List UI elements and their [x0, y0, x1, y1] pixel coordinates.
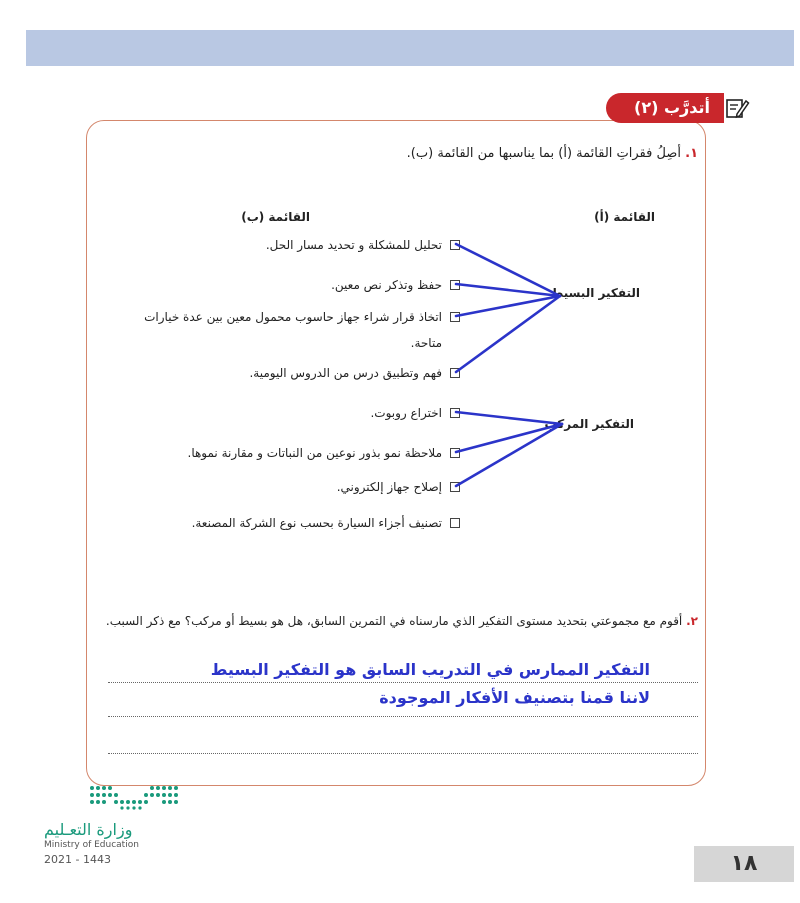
- answer-dotted-line[interactable]: [108, 682, 698, 683]
- page-number: ١٨: [694, 846, 794, 882]
- ministry-name-english: Ministry of Education: [44, 840, 139, 850]
- checkbox[interactable]: [450, 482, 460, 492]
- list-b-item: تحليل للمشكلة و تحديد مسار الحل.: [265, 238, 442, 252]
- question-1-text: أصِلُ فقراتِ القائمة (أ) بما يناسبها من القائمة (ب).: [406, 146, 681, 161]
- answer-dotted-line[interactable]: [108, 716, 698, 717]
- checkbox[interactable]: [450, 280, 460, 290]
- list-b-item: اختراع روبوت.: [370, 406, 442, 420]
- list-b-item: إصلاح جهاز إلكتروني.: [336, 480, 442, 494]
- checkbox[interactable]: [450, 408, 460, 418]
- list-b-item: ملاحظة نمو بذور نوعين من النباتات و مقارنة نموها.: [187, 446, 442, 460]
- ministry-name-arabic: وزارة التعـليم: [44, 820, 133, 839]
- edition-year: 2021 - 1443: [44, 853, 111, 866]
- section-tag: أتدرَّب (٢): [606, 93, 724, 123]
- list-b-header: القائمة (ب): [241, 210, 310, 224]
- list-a-header: القائمة (أ): [594, 210, 655, 224]
- checkbox[interactable]: [450, 518, 460, 528]
- checkbox[interactable]: [450, 240, 460, 250]
- list-a-item-simple: التفكير البسيط: [550, 286, 640, 300]
- checkbox[interactable]: [450, 368, 460, 378]
- question-2-number: ٢.: [686, 614, 698, 628]
- checkbox[interactable]: [450, 312, 460, 322]
- list-a-item-complex: التفكير المركب: [544, 417, 634, 431]
- answer-line-2: لاننا قمنا بتصنيف الأفكار الموجودة: [379, 688, 650, 707]
- list-b-item: فهم وتطبيق درس من الدروس اليومية.: [249, 366, 442, 380]
- question-1-number: ١.: [685, 146, 698, 161]
- list-b-item: متاحة.: [410, 336, 442, 350]
- ministry-logo-icon: [86, 782, 182, 812]
- pencil-note-icon: [724, 95, 750, 121]
- answer-dotted-line[interactable]: [108, 753, 698, 754]
- list-b-item: حفظ وتذكر نص معين.: [331, 278, 442, 292]
- question-2: [102, 606, 698, 636]
- top-banner: [26, 30, 794, 66]
- list-b-item: تصنيف أجزاء السيارة بحسب نوع الشركة المصنعة.: [191, 516, 442, 530]
- question-1: [407, 146, 698, 161]
- question-2-text: أقوم مع مجموعتي بتحديد مستوى التفكير الذي مارسناه في التمرين السابق، هل هو بسيط أو مركب؟ مع ذكر السبب.: [105, 614, 683, 628]
- list-b-item: اتخاذ قرار شراء جهاز حاسوب محمول معين بين عدة خيارات: [144, 310, 442, 324]
- answer-line-1: التفكير الممارس في التدريب السابق هو التفكير البسيط: [210, 660, 650, 679]
- checkbox[interactable]: [450, 448, 460, 458]
